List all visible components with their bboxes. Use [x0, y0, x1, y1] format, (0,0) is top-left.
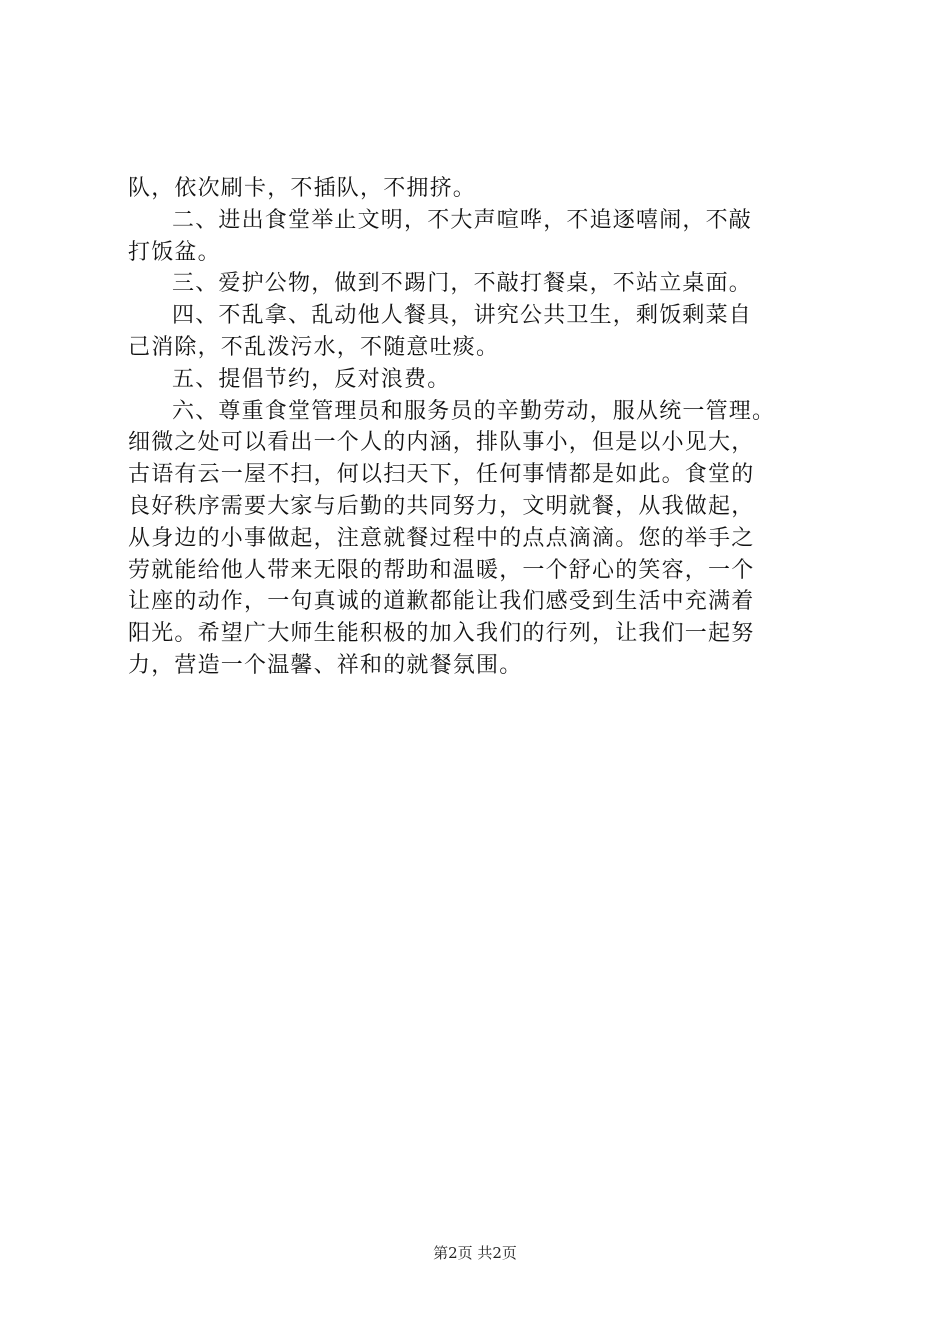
text-line: 二、进出食堂举止文明，不大声喧哗，不追逐嘻闹，不敲	[172, 207, 753, 233]
text-line: 细微之处可以看出一个人的内涵，排队事小，但是以小见大，	[128, 430, 755, 456]
text-line: 五、提倡节约，反对浪费。	[172, 366, 451, 392]
body-text	[128, 173, 840, 682]
text-line: 四、不乱拿、乱动他人餐具，讲究公共卫生，剩饭剩菜自	[172, 303, 753, 329]
page-footer: 第2页 共2页	[433, 1244, 517, 1262]
text-line: 三、爱护公物，做到不踢门，不敲打餐桌，不站立桌面。	[172, 271, 753, 297]
text-line: 阳光。希望广大师生能积极的加入我们的行列，让我们一起努	[128, 621, 755, 647]
text-line: 古语有云一屋不扫，何以扫天下，任何事情都是如此。食堂的	[128, 462, 755, 488]
text-line: 力，营造一个温馨、祥和的就餐氛围。	[128, 652, 523, 678]
text-line: 劳就能给他人带来无限的帮助和温暖，一个舒心的笑容，一个	[128, 557, 755, 583]
text-line: 良好秩序需要大家与后勤的共同努力，文明就餐，从我做起，	[128, 493, 755, 519]
text-line: 六、尊重食堂管理员和服务员的辛勤劳动，服从统一管理。	[172, 398, 776, 424]
text-line: 从身边的小事做起，注意就餐过程中的点点滴滴。您的举手之	[128, 525, 755, 551]
text-line: 让座的动作，一句真诚的道歉都能让我们感受到生活中充满着	[128, 589, 755, 615]
text-line: 打饭盆。	[128, 239, 221, 265]
text-line: 己消除，不乱泼污水，不随意吐痰。	[128, 334, 500, 360]
text-line: 队，依次刷卡，不插队，不拥挤。	[128, 176, 477, 201]
